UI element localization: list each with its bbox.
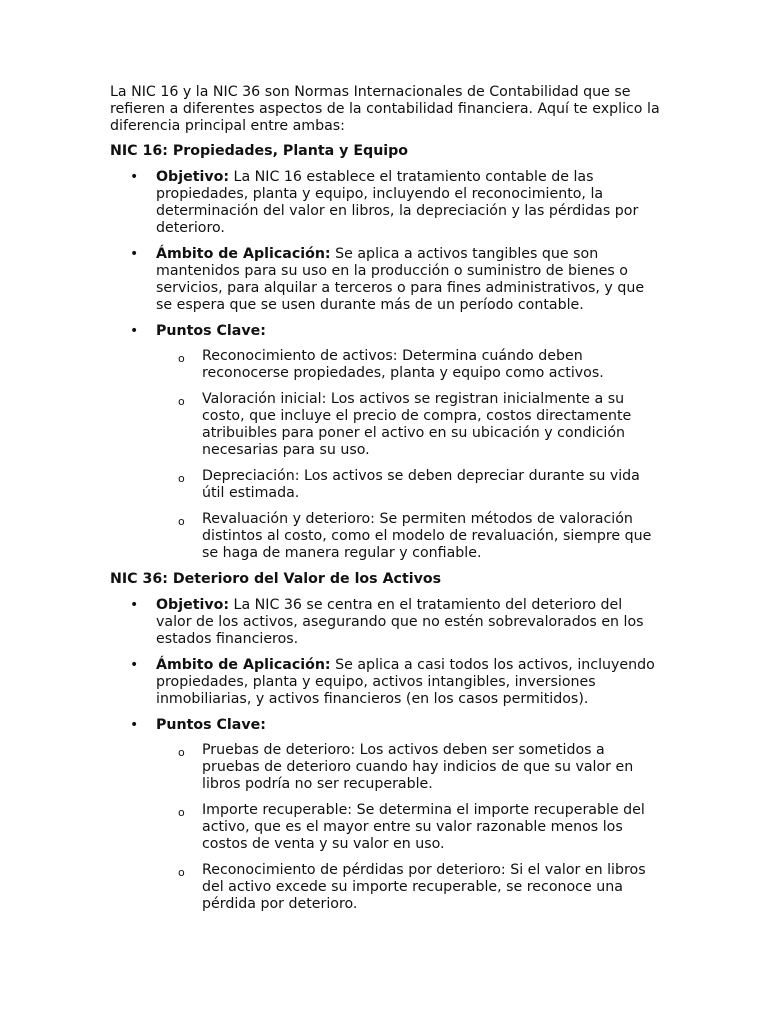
sub-item-text: Depreciación: Los activos se deben depreciar durante su vida útil estimada. [202, 468, 640, 501]
circle-bullet-icon: o [178, 395, 185, 408]
bullet-icon: • [130, 323, 139, 339]
bullet-icon: • [130, 169, 139, 185]
item-term: Puntos Clave: [156, 323, 266, 339]
circle-bullet-icon: o [178, 806, 185, 819]
section-heading: NIC 16: Propiedades, Planta y Equipo [110, 143, 409, 159]
item-text: Se aplica a activos tangibles que son mantenidos para su uso en la producción o suministro de bienes o servicios, para alquilar a terceros o para fines administrativos, y que se espera que se usen durante más de un período contable. [156, 246, 645, 313]
list-item-objetivo [110, 169, 662, 237]
bullet-icon: • [130, 246, 139, 262]
sub-item-text: Reconocimiento de activos: Determina cuándo deben reconocerse propiedades, planta y equipo como activos. [202, 348, 604, 381]
document-page [110, 84, 662, 922]
sub-list-item [110, 511, 662, 562]
sub-item-text: Importe recuperable: Se determina el importe recuperable del activo, que es el mayor entre su valor razonable menos los costos de venta y su valor en uso. [202, 802, 645, 852]
circle-bullet-icon: o [178, 746, 185, 759]
sub-item-text: Pruebas de deterioro: Los activos deben ser sometidos a pruebas de deterioro cuando hay indicios de que su valor en libros podría no ser recuperable. [202, 742, 634, 792]
bullet-icon: • [130, 597, 139, 613]
sub-list-item [110, 391, 662, 459]
item-text: La NIC 16 establece el tratamiento contable de las propiedades, planta y equipo, incluyendo el reconocimiento, la determinación del valor en libros, la depreciación y las pérdidas por deterioro. [156, 169, 639, 236]
list-item-ambito [110, 246, 662, 314]
list-item-puntos-clave [110, 717, 662, 913]
bullet-list [110, 597, 662, 913]
item-text: La NIC 36 se centra en el tratamiento del deterioro del valor de los activos, asegurando que no estén sobrevalorados en los estados financieros. [156, 597, 644, 647]
intro-paragraph: La NIC 16 y la NIC 36 son Normas Internacionales de Contabilidad que se refieren a diferentes aspectos de la contabilidad financiera. Aquí te explico la diferencia principal entre ambas: [110, 84, 660, 134]
circle-bullet-icon: o [178, 866, 185, 879]
item-term: Ámbito de Aplicación: [156, 657, 331, 673]
sub-list-item [110, 468, 662, 502]
item-term: Objetivo: [156, 597, 230, 613]
item-term: Puntos Clave: [156, 717, 266, 733]
sub-list-item [110, 862, 662, 913]
list-item-ambito [110, 657, 662, 708]
sub-item-text: Reconocimiento de pérdidas por deterioro: Si el valor en libros del activo excede su importe recuperable, se reconoce una pérdida por deterioro. [202, 862, 646, 912]
sub-item-text: Revaluación y deterioro: Se permiten métodos de valoración distintos al costo, como el modelo de revaluación, siempre que se haga de manera regular y confiable. [202, 511, 652, 561]
bullet-icon: • [130, 717, 139, 733]
item-term: Ámbito de Aplicación: [156, 246, 331, 262]
sub-list [156, 742, 662, 913]
circle-bullet-icon: o [178, 472, 185, 485]
item-text: Se aplica a casi todos los activos, incluyendo propiedades, planta y equipo, activos intangibles, inversiones inmobiliarias, y activos financieros (en los casos permitidos). [156, 657, 655, 707]
section-nic-36 [110, 571, 662, 913]
item-term: Objetivo: [156, 169, 230, 185]
sub-list-item [110, 802, 662, 853]
sub-list [156, 348, 662, 562]
bullet-list [110, 169, 662, 562]
sub-list-item [110, 742, 662, 793]
sub-item-text: Valoración inicial: Los activos se registran inicialmente a su costo, que incluye el precio de compra, costos directamente atribuibles para poner el activo en su ubicación y condición necesarias para su uso. [202, 391, 632, 458]
list-item-objetivo [110, 597, 662, 648]
bullet-icon: • [130, 657, 139, 673]
circle-bullet-icon: o [178, 352, 185, 365]
circle-bullet-icon: o [178, 515, 185, 528]
sub-list-item [110, 348, 662, 382]
list-item-puntos-clave [110, 323, 662, 562]
section-nic-16 [110, 143, 662, 562]
section-heading: NIC 36: Deterioro del Valor de los Activos [110, 571, 442, 587]
